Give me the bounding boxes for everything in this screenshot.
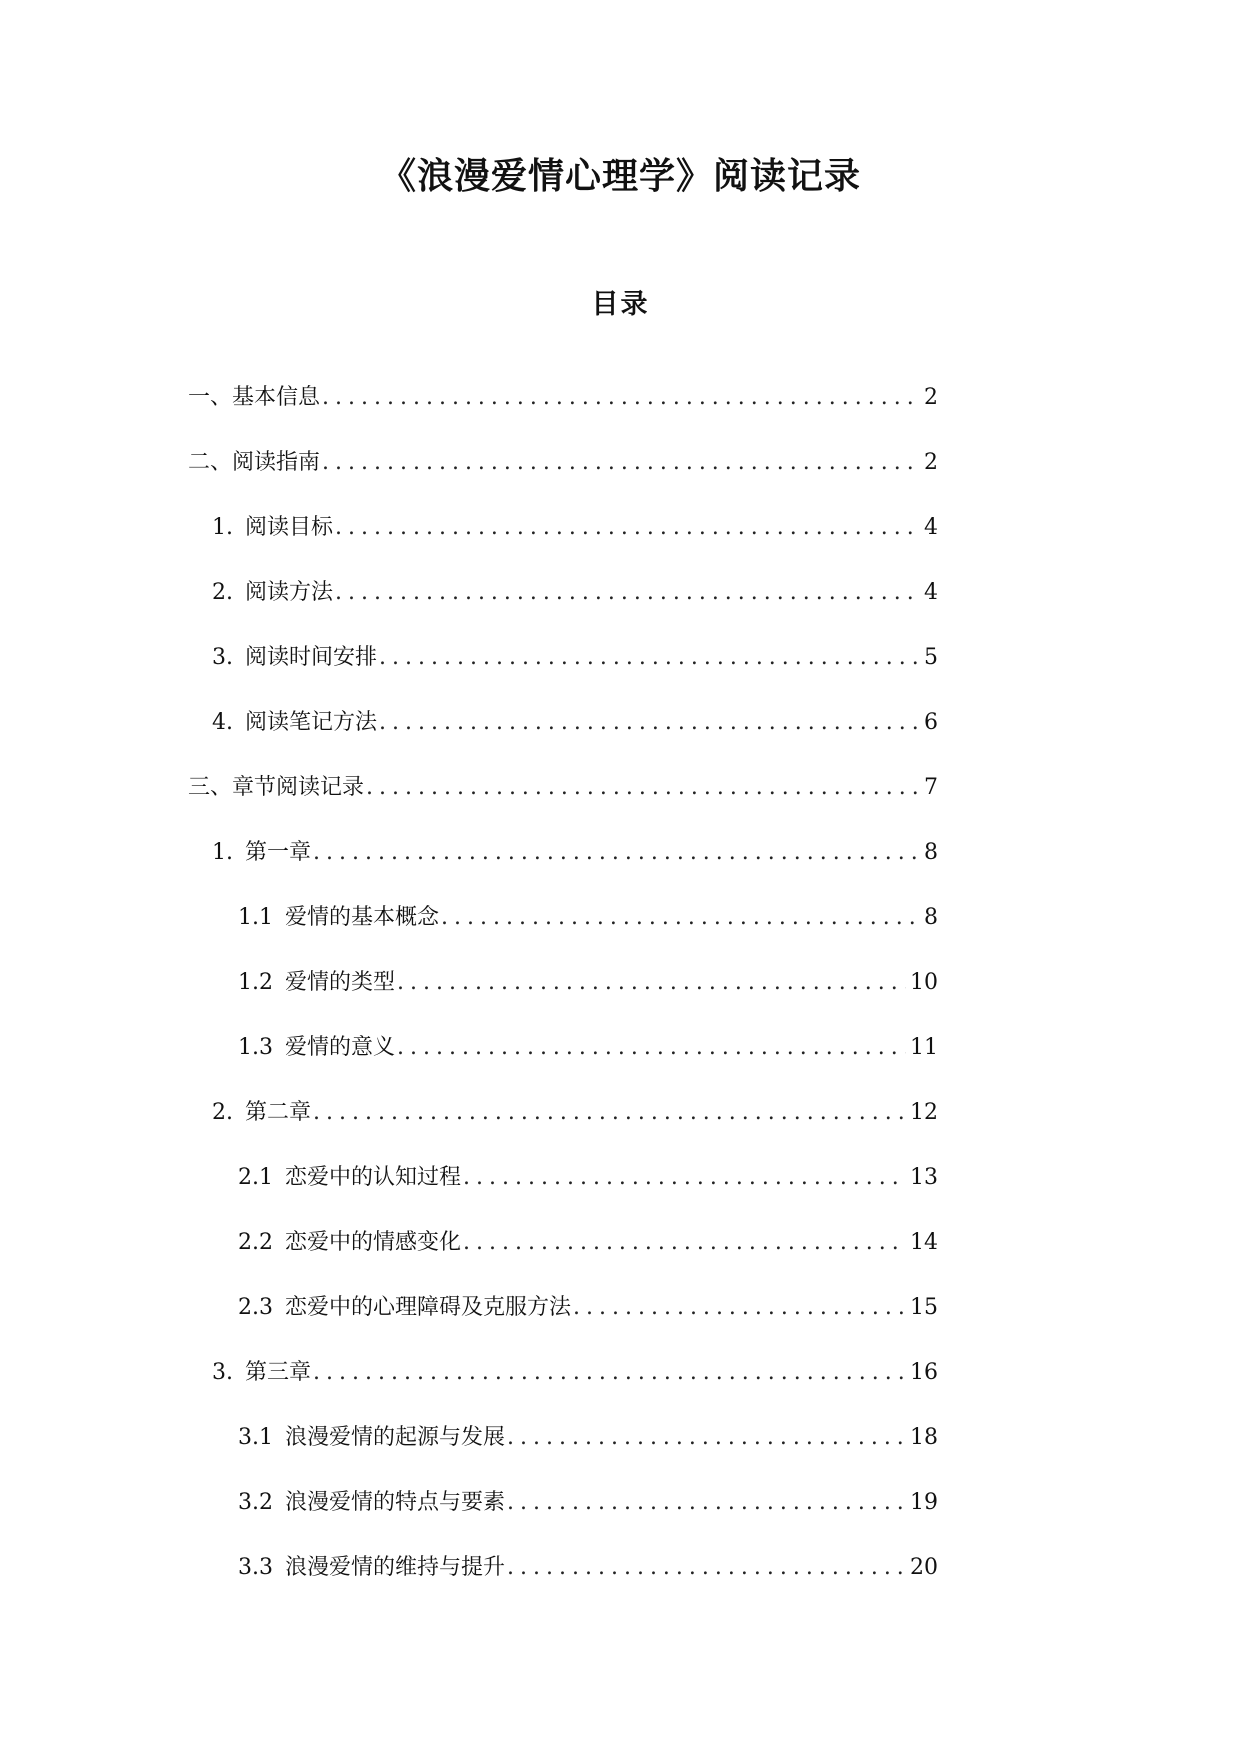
toc-entry-label: 一、基本信息 <box>188 385 321 410</box>
toc-entry-label: 恋爱中的情感变化 <box>285 1230 462 1255</box>
toc-entry-label: 阅读目标 <box>245 515 334 540</box>
toc-entry-number: 3.3 <box>238 1555 273 1580</box>
toc-entry[interactable] <box>238 1485 938 1525</box>
toc-dot-leader <box>313 1100 906 1125</box>
toc-entry-page-number: 2 <box>924 385 938 410</box>
toc-entry-label: 阅读方法 <box>245 580 334 605</box>
toc-entry-number: 2. <box>212 580 233 605</box>
toc-entry-page-number: 20 <box>910 1555 938 1580</box>
toc-entry-number: 2. <box>212 1100 233 1125</box>
toc-dot-leader <box>507 1425 906 1450</box>
toc-entry-number: 3.1 <box>238 1425 273 1450</box>
toc-entry-number: 2.2 <box>238 1230 273 1255</box>
toc-entry-page-number: 12 <box>910 1100 938 1125</box>
toc-entry-label: 第二章 <box>245 1100 312 1125</box>
toc-entry-label: 爱情的基本概念 <box>285 905 440 930</box>
toc-entry-page-number: 10 <box>910 970 938 995</box>
toc-entry-page-number: 5 <box>924 645 938 670</box>
toc-dot-leader <box>463 1230 906 1255</box>
toc-dot-leader <box>322 385 920 410</box>
toc-dot-leader <box>379 710 920 735</box>
toc-entry-number: 1.1 <box>238 905 273 930</box>
toc-entry[interactable] <box>238 1030 938 1070</box>
toc-entry-page-number: 4 <box>924 580 938 605</box>
toc-dot-leader <box>463 1165 906 1190</box>
toc-entry[interactable] <box>188 445 938 485</box>
toc-entry-page-number: 8 <box>924 905 938 930</box>
toc-entry-label: 阅读时间安排 <box>245 645 378 670</box>
toc-entry-page-number: 7 <box>924 775 938 800</box>
toc-entry[interactable] <box>238 900 938 940</box>
toc-entry[interactable] <box>188 770 938 810</box>
toc-entry-label: 浪漫爱情的维持与提升 <box>285 1555 506 1580</box>
toc-entry[interactable] <box>212 705 938 745</box>
toc-entry[interactable] <box>188 380 938 420</box>
toc-entry-label: 第一章 <box>245 840 312 865</box>
toc-entry-page-number: 6 <box>924 710 938 735</box>
toc-entry-number: 3. <box>212 645 233 670</box>
toc-entry[interactable] <box>238 965 938 1005</box>
toc-dot-leader <box>507 1490 906 1515</box>
toc-entry-label: 恋爱中的认知过程 <box>285 1165 462 1190</box>
toc-entry-label: 恋爱中的心理障碍及克服方法 <box>285 1295 572 1320</box>
toc-entry-number: 3.2 <box>238 1490 273 1515</box>
toc-entry[interactable] <box>212 835 938 875</box>
toc-dot-leader <box>322 450 920 475</box>
toc-dot-leader <box>366 775 920 800</box>
toc-dot-leader <box>379 645 920 670</box>
toc-entry-page-number: 4 <box>924 515 938 540</box>
toc-entry-label: 爱情的类型 <box>285 970 396 995</box>
toc-entry-label: 三、章节阅读记录 <box>188 775 365 800</box>
toc-entry[interactable] <box>212 510 938 550</box>
toc-entry-number: 1.3 <box>238 1035 273 1060</box>
toc-entry-label: 爱情的意义 <box>285 1035 396 1060</box>
toc-heading: 目录 <box>591 289 650 320</box>
toc-entry-label: 二、阅读指南 <box>188 450 321 475</box>
toc-dot-leader <box>397 1035 906 1060</box>
toc-entry-page-number: 16 <box>910 1360 938 1385</box>
toc-entry-number: 3. <box>212 1360 233 1385</box>
toc-entry[interactable] <box>212 1355 938 1395</box>
toc-dot-leader <box>313 840 920 865</box>
toc-dot-leader <box>397 970 906 995</box>
toc-entry[interactable] <box>238 1160 938 1200</box>
toc-entry-page-number: 18 <box>910 1425 938 1450</box>
toc-entry-page-number: 14 <box>910 1230 938 1255</box>
toc-entry[interactable] <box>212 640 938 680</box>
toc-dot-leader <box>335 580 920 605</box>
toc-entry-number: 1. <box>212 515 233 540</box>
toc-entry[interactable] <box>212 575 938 615</box>
toc-entry[interactable] <box>238 1420 938 1460</box>
toc-dot-leader <box>507 1555 906 1580</box>
document-title: 《浪漫爱情心理学》阅读记录 <box>379 155 861 197</box>
toc-entry-page-number: 15 <box>910 1295 938 1320</box>
toc-dot-leader <box>441 905 920 930</box>
toc-entry-page-number: 13 <box>910 1165 938 1190</box>
toc-entry[interactable] <box>238 1225 938 1265</box>
toc-entry-label: 浪漫爱情的起源与发展 <box>285 1425 506 1450</box>
toc-entry-number: 1. <box>212 840 233 865</box>
toc-dot-leader <box>335 515 920 540</box>
toc-entry[interactable] <box>238 1290 938 1330</box>
toc-entry-number: 1.2 <box>238 970 273 995</box>
toc-entry[interactable] <box>238 1550 938 1590</box>
toc-entry-label: 浪漫爱情的特点与要素 <box>285 1490 506 1515</box>
toc-entry-label: 阅读笔记方法 <box>245 710 378 735</box>
toc-entry[interactable] <box>212 1095 938 1135</box>
toc-entry-page-number: 11 <box>910 1035 938 1060</box>
toc-entry-number: 2.3 <box>238 1295 273 1320</box>
toc-entry-number: 2.1 <box>238 1165 273 1190</box>
toc-entry-page-number: 2 <box>924 450 938 475</box>
toc-dot-leader <box>573 1295 906 1320</box>
toc-entry-page-number: 8 <box>924 840 938 865</box>
toc-dot-leader <box>313 1360 906 1385</box>
toc-entry-label: 第三章 <box>245 1360 312 1385</box>
toc-entry-number: 4. <box>212 710 233 735</box>
toc-entry-page-number: 19 <box>910 1490 938 1515</box>
